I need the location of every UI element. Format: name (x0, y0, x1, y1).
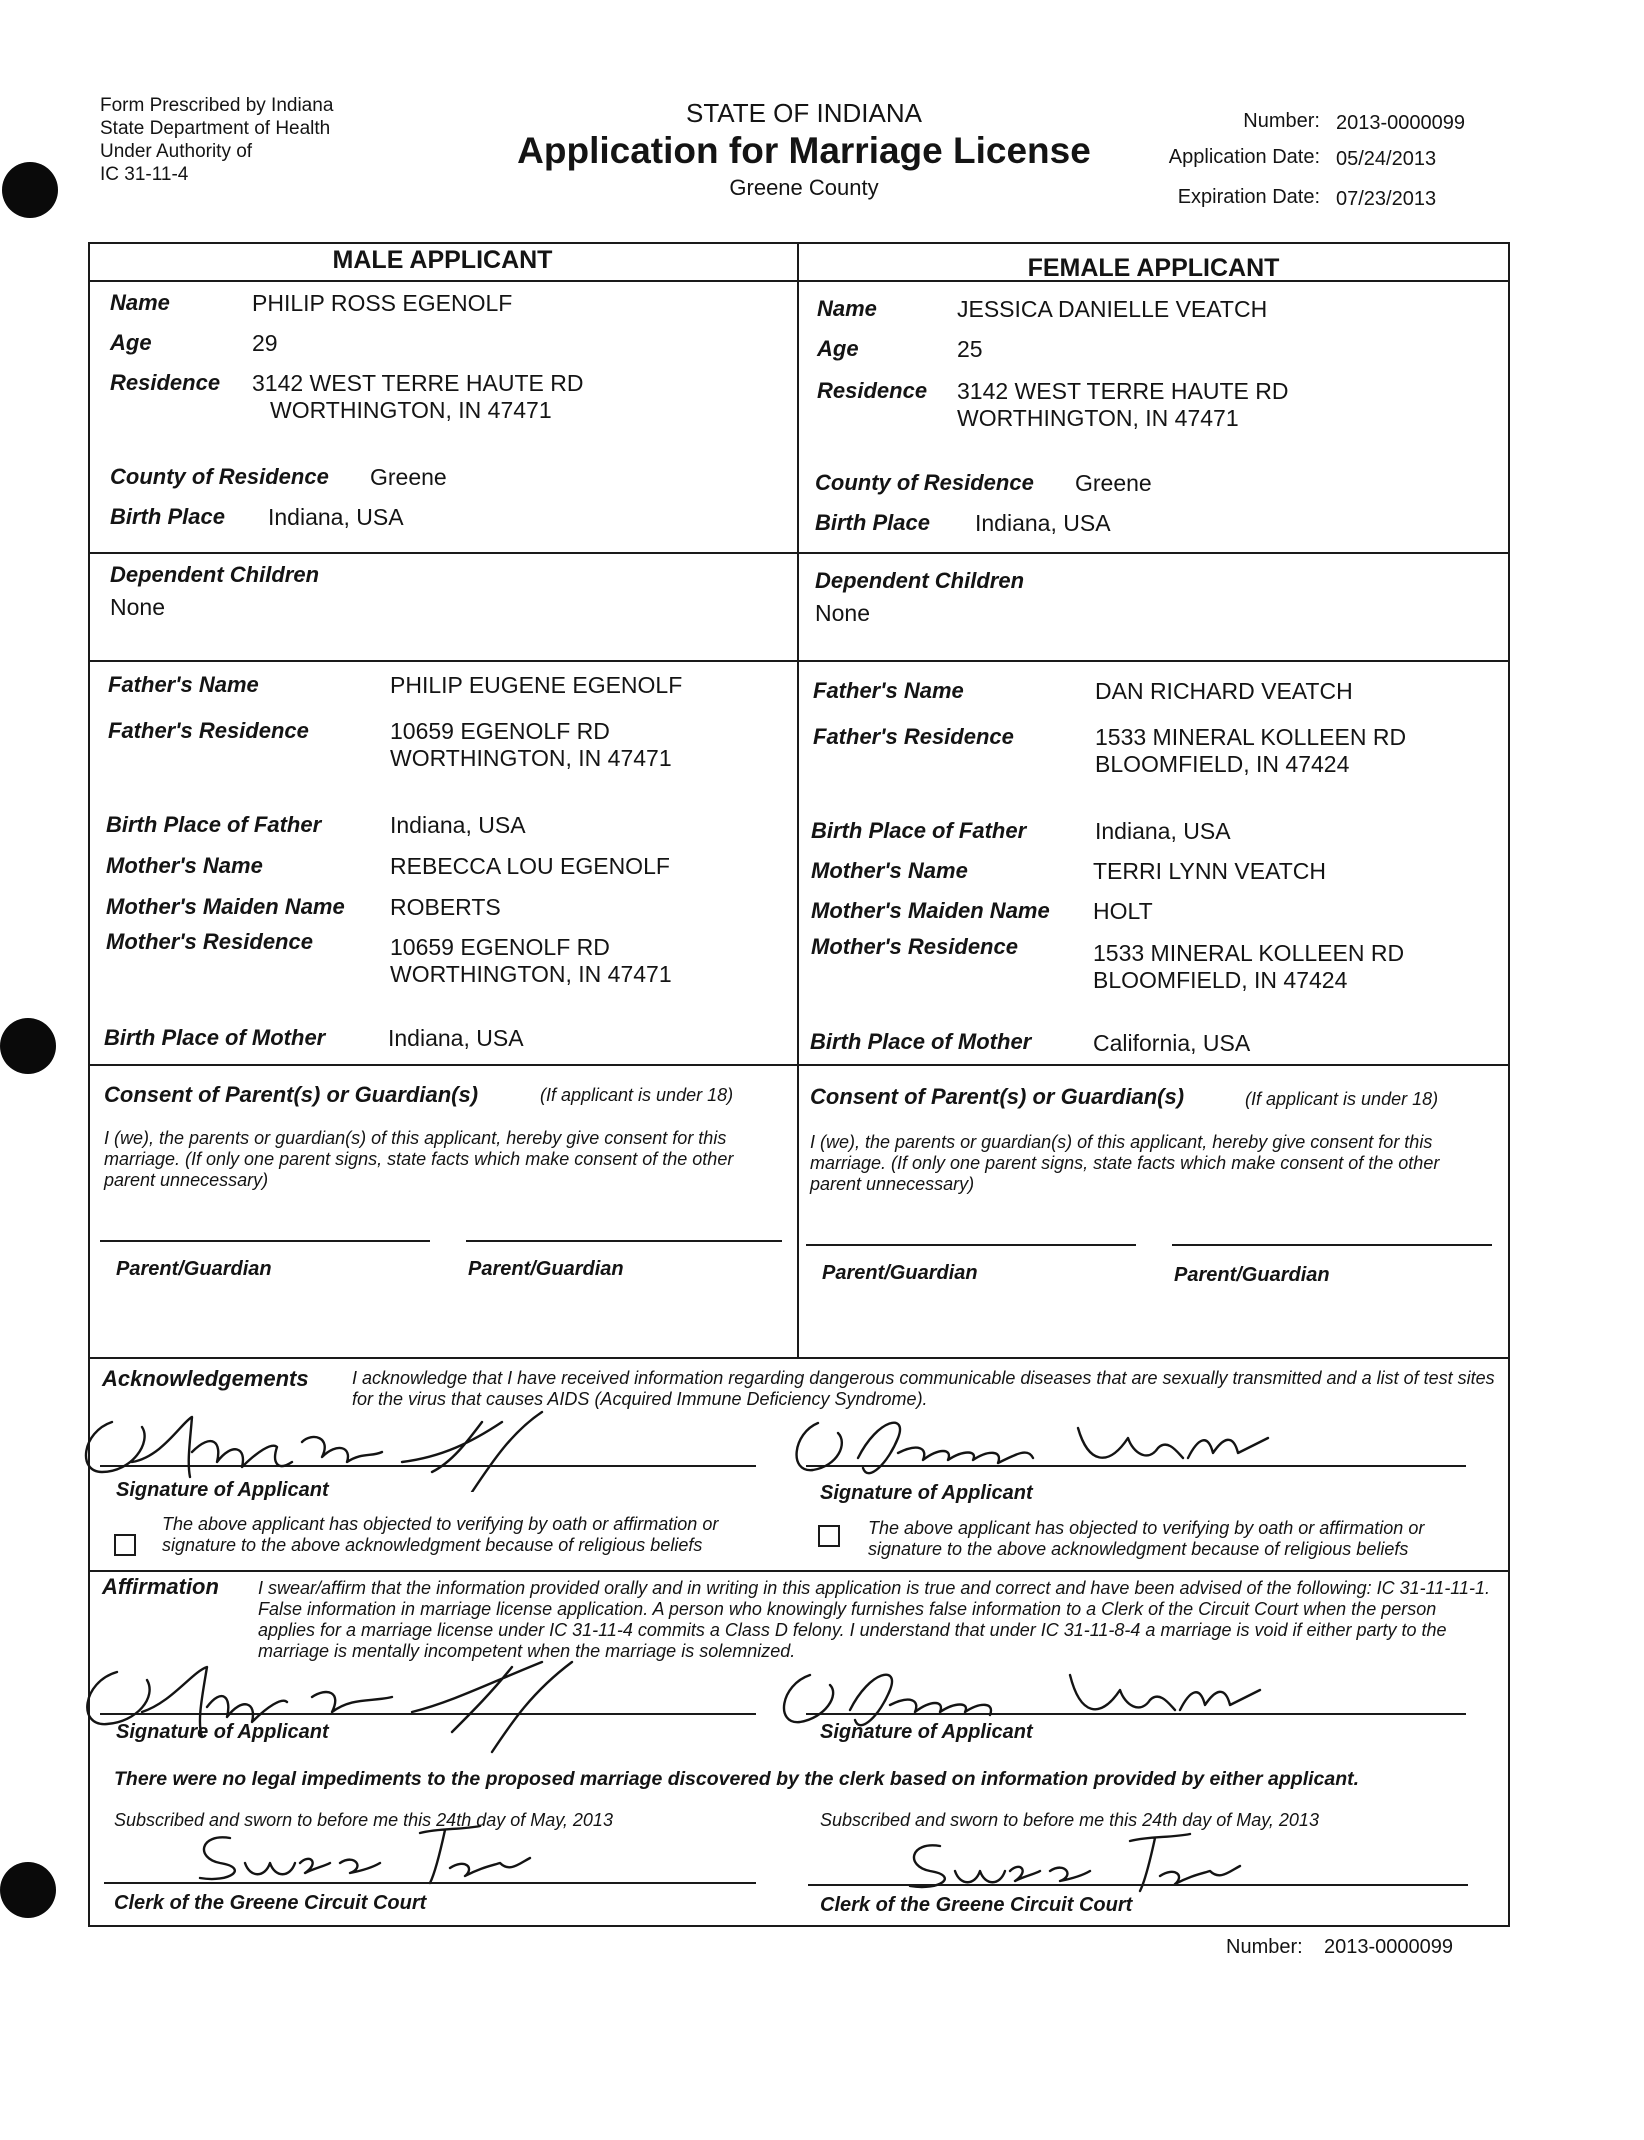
female-dependent-children-label: Dependent Children (815, 568, 1025, 593)
section-rule-acknowledgements (88, 1357, 1510, 1359)
male-father-residence-label: Father's Residence (108, 718, 309, 743)
punch-hole-bottom (0, 1862, 56, 1918)
male-dependent-children: None (110, 594, 165, 620)
affirmation-title: Affirmation (102, 1574, 219, 1599)
male-mother-maiden-name: ROBERTS (390, 894, 501, 920)
male-religious-objection-checkbox[interactable] (114, 1534, 136, 1556)
female-objection-text: The above applicant has objected to verifying by oath or affirmation or signature to the above acknowledgment because of religious beliefs (868, 1518, 1425, 1559)
male-parent-signature-line-2 (466, 1240, 782, 1242)
male-affirmation-signature-label: Signature of Applicant (116, 1721, 329, 1743)
county-title: Greene County (729, 175, 879, 200)
section-rule-parents (88, 660, 1510, 662)
male-father-birth-place-label: Birth Place of Father (106, 812, 322, 837)
male-objection-text: The above applicant has objected to verifying by oath or affirmation or signature to the above acknowledgment because of religious beliefs (162, 1514, 719, 1555)
female-dependent-children: None (815, 600, 870, 626)
female-residence-line-1: 3142 WEST TERRE HAUTE RD (957, 378, 1289, 404)
section-rule-affirmation (88, 1570, 1510, 1572)
female-mother-maiden-name-label: Mother's Maiden Name (811, 898, 1050, 923)
male-clerk-label: Clerk of the Greene Circuit Court (114, 1892, 427, 1914)
male-consent-title: Consent of Parent(s) or Guardian(s) (104, 1082, 479, 1107)
male-clerk-signature-line (104, 1882, 756, 1884)
male-father-name: PHILIP EUGENE EGENOLF (390, 672, 683, 698)
column-divider (797, 242, 799, 1357)
female-name: JESSICA DANIELLE VEATCH (957, 296, 1268, 322)
female-age-label: Age (817, 336, 859, 361)
female-father-name-label: Father's Name (813, 678, 964, 703)
male-age: 29 (252, 330, 278, 356)
male-mother-residence-label: Mother's Residence (106, 929, 313, 954)
female-mother-maiden-name: HOLT (1093, 898, 1153, 924)
male-birth-place-label: Birth Place (110, 504, 225, 529)
female-parent-guardian-label-2: Parent/Guardian (1174, 1264, 1330, 1286)
application-date: 05/24/2013 (1336, 148, 1437, 170)
page-title: Application for Marriage License (517, 130, 1091, 171)
female-consent-title: Consent of Parent(s) or Guardian(s) (810, 1084, 1185, 1109)
male-parent-guardian-label-1: Parent/Guardian (116, 1258, 272, 1280)
section-rule-dependents (88, 552, 1510, 554)
female-parent-guardian-label-1: Parent/Guardian (822, 1262, 978, 1284)
male-mother-residence-line-2: WORTHINGTON, IN 47471 (390, 961, 672, 987)
male-father-residence-line-1: 10659 EGENOLF RD (390, 718, 610, 744)
expiration-date-label: Expiration Date: (1177, 186, 1320, 208)
male-consent-note: (If applicant is under 18) (540, 1085, 734, 1105)
male-parent-signature-line-1 (100, 1240, 430, 1242)
male-residence-line-1: 3142 WEST TERRE HAUTE RD (252, 370, 584, 396)
section-rule-consent (88, 1064, 1510, 1066)
female-residence-line-2: WORTHINGTON, IN 47471 (957, 405, 1239, 431)
female-father-residence-line-1: 1533 MINERAL KOLLEEN RD (1095, 724, 1407, 750)
male-county-label: County of Residence (110, 464, 329, 489)
male-county: Greene (370, 464, 447, 490)
female-father-residence-label: Father's Residence (813, 724, 1014, 749)
punch-hole-top (2, 162, 58, 218)
male-name: PHILIP ROSS EGENOLF (252, 290, 513, 316)
female-residence-label: Residence (817, 378, 928, 403)
affirmation-text: I swear/affirm that the information provided orally and in writing in this application is true and correct and have been advised of the following: IC 31-11-11-1. False information in marriage license application. A person who knowingly furnishes false information to a Clerk of the Circuit Court when the person applies for a marriage license under IC 31-11-4 commits a Class D felony. I understand that under IC 31-11-8-4 a marriage is void if either party to the marriage is mentally incompetent when the marriage is solemnized. (258, 1578, 1490, 1661)
female-father-birth-place: Indiana, USA (1095, 818, 1231, 844)
female-parent-signature-line-1 (806, 1244, 1136, 1246)
male-affirmation-signature (72, 1652, 632, 1762)
male-consent-text: I (we), the parents or guardian(s) of this applicant, hereby give consent for this marriage. (If only one parent signs, state facts which make consent of the other parent unnecessary) (104, 1128, 734, 1190)
male-mother-residence-line-1: 10659 EGENOLF RD (390, 934, 610, 960)
female-age: 25 (957, 336, 983, 362)
female-ack-signature (788, 1408, 1328, 1488)
female-affirmation-signature-label: Signature of Applicant (820, 1721, 1033, 1743)
male-age-label: Age (110, 330, 152, 355)
application-date-label: Application Date: (1168, 146, 1320, 168)
male-father-birth-place: Indiana, USA (390, 812, 526, 838)
footer-number-label: Number: (1226, 1936, 1303, 1958)
female-religious-objection-checkbox[interactable] (818, 1525, 840, 1547)
acknowledgements-text: I acknowledge that I have received information regarding dangerous communicable diseases that are sexually transmitted and a list of test sites for the virus that causes AIDS (Acquired Immune Deficiency Syndrome). (352, 1368, 1495, 1409)
female-county-label: County of Residence (815, 470, 1034, 495)
female-mother-residence-line-1: 1533 MINERAL KOLLEEN RD (1093, 940, 1405, 966)
form-authority-note: Form Prescribed by Indiana State Department of Health Under Authority of IC 31-11-4 (100, 95, 334, 185)
no-impediments-statement: There were no legal impediments to the proposed marriage discovered by the clerk based on information provided by either applicant. (114, 1768, 1360, 1790)
male-mother-birth-place-label: Birth Place of Mother (104, 1025, 326, 1050)
female-mother-residence-line-2: BLOOMFIELD, IN 47424 (1093, 967, 1348, 993)
female-birth-place-label: Birth Place (815, 510, 930, 535)
male-ack-signature-label: Signature of Applicant (116, 1479, 329, 1501)
female-mother-name-label: Mother's Name (811, 858, 968, 883)
female-ack-signature-label: Signature of Applicant (820, 1482, 1033, 1504)
male-subscribed-text: Subscribed and sworn to before me this 24th day of May, 2013 (114, 1810, 613, 1830)
expiration-date: 07/23/2013 (1336, 188, 1437, 210)
male-mother-maiden-name-label: Mother's Maiden Name (106, 894, 345, 919)
female-father-birth-place-label: Birth Place of Father (811, 818, 1027, 843)
male-dependent-children-label: Dependent Children (110, 562, 320, 587)
number-label: Number: (1243, 110, 1320, 132)
female-birth-place: Indiana, USA (975, 510, 1111, 536)
state-title: STATE OF INDIANA (686, 98, 922, 128)
female-father-name: DAN RICHARD VEATCH (1095, 678, 1353, 704)
footer-number: 2013-0000099 (1324, 1936, 1454, 1958)
female-clerk-signature-line (808, 1884, 1468, 1886)
female-consent-note: (If applicant is under 18) (1245, 1089, 1439, 1109)
female-mother-birth-place-label: Birth Place of Mother (810, 1029, 1032, 1054)
female-name-label: Name (817, 296, 877, 321)
female-applicant-heading: FEMALE APPLICANT (1027, 254, 1280, 282)
male-father-name-label: Father's Name (108, 672, 259, 697)
license-number: 2013-0000099 (1336, 112, 1466, 134)
male-name-label: Name (110, 290, 170, 315)
female-mother-residence-label: Mother's Residence (811, 934, 1018, 959)
male-residence-label: Residence (110, 370, 221, 395)
female-subscribed-text: Subscribed and sworn to before me this 24th day of May, 2013 (820, 1810, 1319, 1830)
male-clerk-signature (190, 1818, 570, 1888)
female-father-residence-line-2: BLOOMFIELD, IN 47424 (1095, 751, 1350, 777)
male-birth-place: Indiana, USA (268, 504, 404, 530)
female-mother-birth-place: California, USA (1093, 1030, 1251, 1056)
female-consent-text: I (we), the parents or guardian(s) of this applicant, hereby give consent for this marriage. (If only one parent signs, state facts which make consent of the other parent unnecessary) (810, 1132, 1440, 1194)
punch-hole-middle (0, 1018, 56, 1074)
document-header (500, 98, 1108, 202)
female-parent-signature-line-2 (1172, 1244, 1492, 1246)
male-parent-guardian-label-2: Parent/Guardian (468, 1258, 624, 1280)
male-mother-name: REBECCA LOU EGENOLF (390, 853, 670, 879)
female-clerk-label: Clerk of the Greene Circuit Court (820, 1894, 1133, 1916)
male-residence-line-2: WORTHINGTON, IN 47471 (270, 397, 552, 423)
acknowledgements-title: Acknowledgements (102, 1366, 309, 1391)
male-mother-birth-place: Indiana, USA (388, 1025, 524, 1051)
female-mother-name: TERRI LYNN VEATCH (1093, 858, 1327, 884)
female-county: Greene (1075, 470, 1152, 496)
male-father-residence-line-2: WORTHINGTON, IN 47471 (390, 745, 672, 771)
male-mother-name-label: Mother's Name (106, 853, 263, 878)
male-applicant-heading: MALE APPLICANT (332, 246, 553, 274)
